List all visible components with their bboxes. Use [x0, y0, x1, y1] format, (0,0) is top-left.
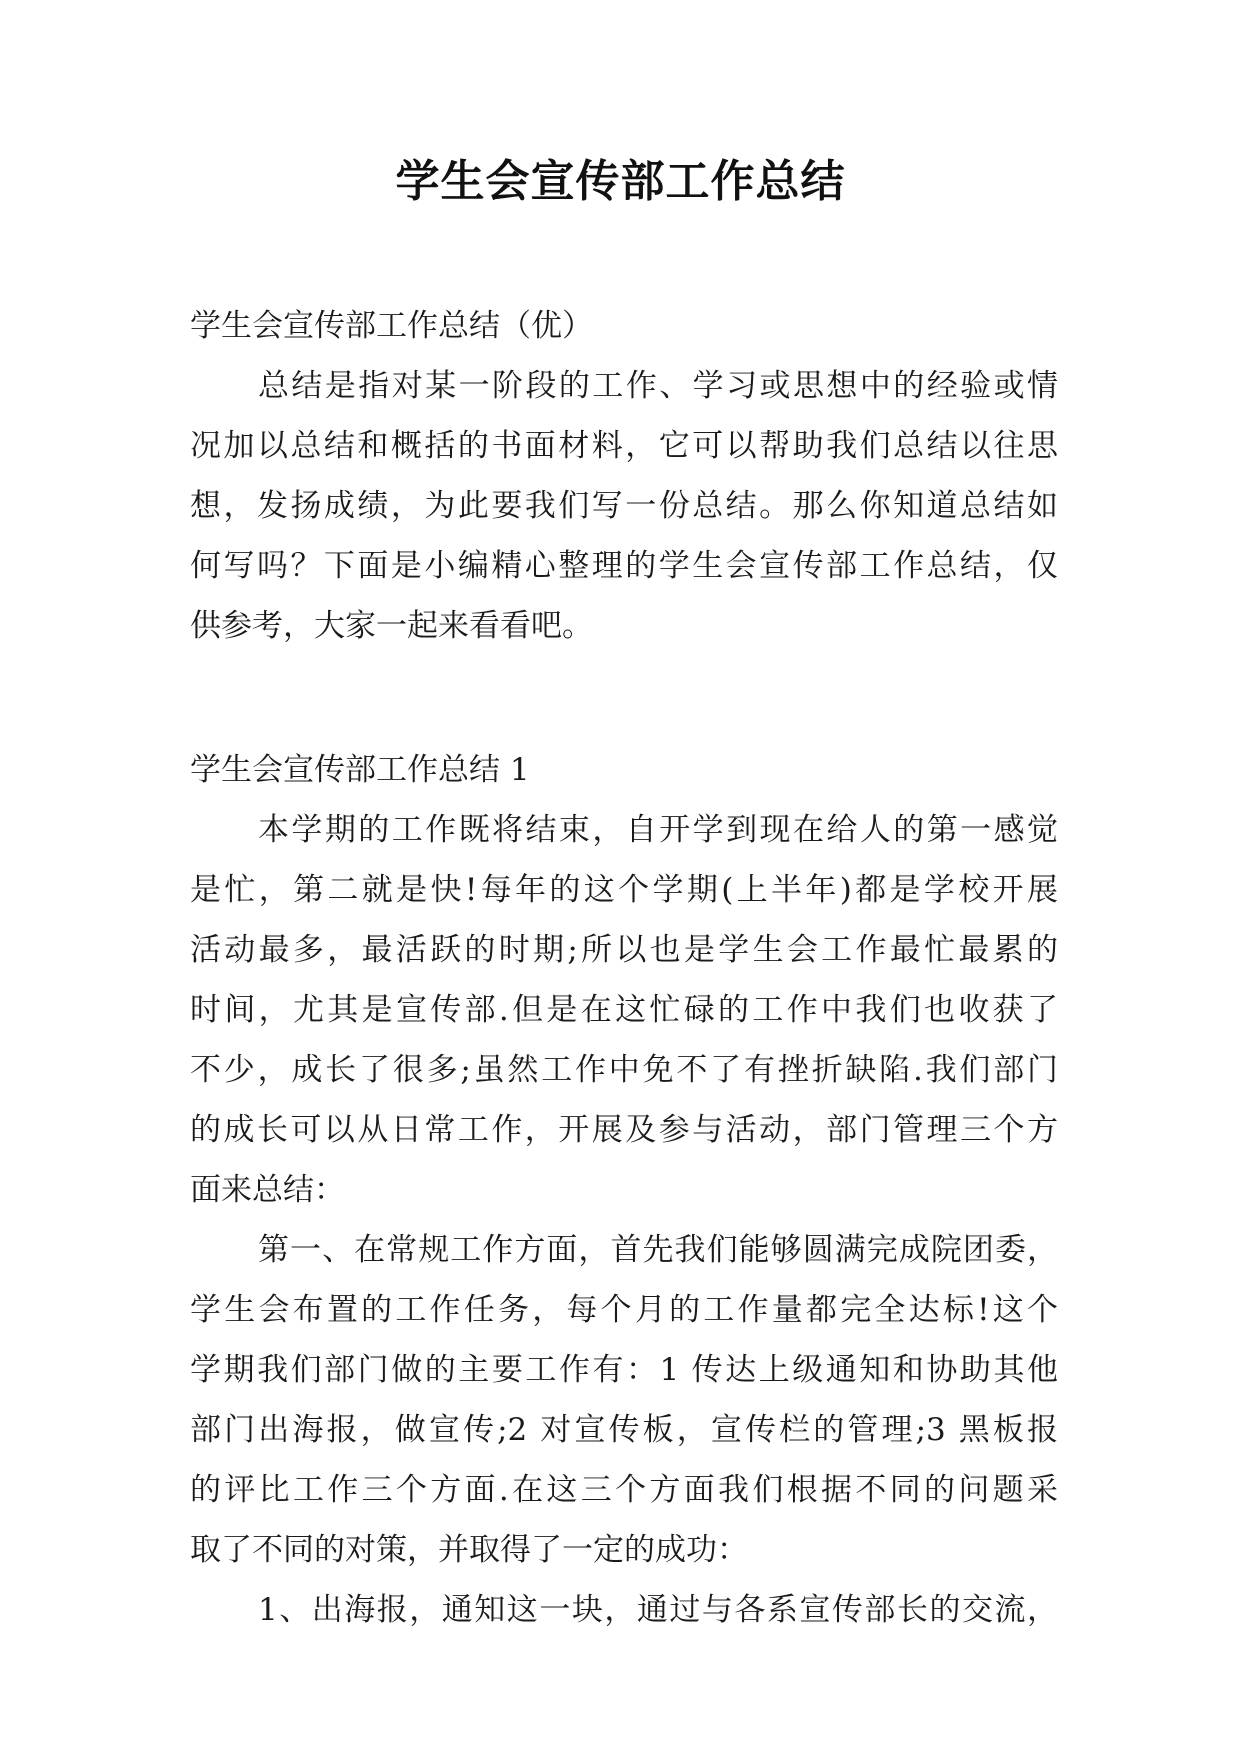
paragraph-line: 面来总结：	[190, 1172, 345, 1208]
section1-paragraph-3	[190, 1580, 1058, 1640]
paragraph-line: 不少，成长了很多;虽然工作中免不了有挫折缺陷.我们部门	[190, 1052, 1058, 1088]
intro-paragraph	[190, 356, 1058, 656]
paragraph-line: 况加以总结和概括的书面材料，它可以帮助我们总结以往思	[190, 428, 1058, 464]
paragraph-line: 活动最多，最活跃的时期;所以也是学生会工作最忙最累的	[190, 932, 1058, 968]
paragraph-line: 时间，尤其是宣传部.但是在这忙碌的工作中我们也收获了	[190, 992, 1058, 1028]
paragraph-line: 部门出海报，做宣传;2 对宣传板，宣传栏的管理;3 黑板报	[190, 1412, 1058, 1448]
section1-paragraph-1	[190, 800, 1058, 1220]
paragraph-line: 总结是指对某一阶段的工作、学习或思想中的经验或情	[258, 368, 1058, 404]
intro-heading: 学生会宣传部工作总结（优）	[190, 308, 593, 344]
paragraph-line: 第一、在常规工作方面，首先我们能够圆满完成院团委，	[258, 1232, 1058, 1268]
paragraph-line: 供参考，大家一起来看看吧。	[190, 608, 593, 644]
paragraph-line: 1、出海报，通知这一块，通过与各系宣传部长的交流，	[258, 1592, 1058, 1628]
section-gap	[190, 656, 1058, 740]
document-title: 学生会宣传部工作总结	[395, 156, 846, 207]
paragraph-line: 想，发扬成绩，为此要我们写一份总结。那么你知道总结如	[190, 488, 1058, 524]
section1-heading: 学生会宣传部工作总结 1	[190, 752, 530, 788]
paragraph-line: 是忙，第二就是快!每年的这个学期(上半年)都是学校开展	[190, 872, 1058, 908]
paragraph-line: 学生会布置的工作任务，每个月的工作量都完全达标!这个	[190, 1292, 1058, 1328]
paragraph-line: 学期我们部门做的主要工作有：1 传达上级通知和协助其他	[190, 1352, 1058, 1388]
section1-paragraph-2	[190, 1220, 1058, 1580]
paragraph-line: 的评比工作三个方面.在这三个方面我们根据不同的问题采	[190, 1472, 1058, 1508]
paragraph-line: 取了不同的对策，并取得了一定的成功：	[190, 1532, 748, 1568]
paragraph-line: 何写吗？下面是小编精心整理的学生会宣传部工作总结，仅	[190, 548, 1058, 584]
document-body	[190, 296, 1058, 1640]
paragraph-line: 本学期的工作既将结束，自开学到现在给人的第一感觉	[258, 812, 1058, 848]
paragraph-line: 的成长可以从日常工作，开展及参与活动，部门管理三个方	[190, 1112, 1058, 1148]
